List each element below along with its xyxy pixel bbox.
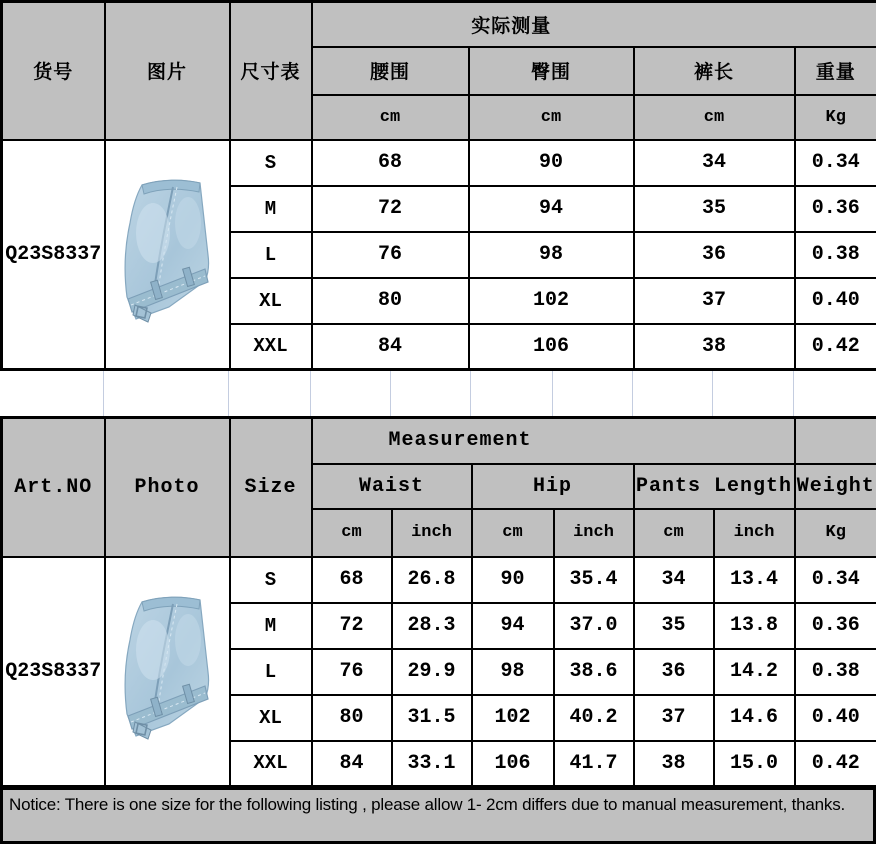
pants-inch-unit-cell: inch [714,509,795,557]
waist-cm-cell: 84 [312,741,392,787]
pants-inch-cell: 13.8 [714,603,795,649]
waist-inch-cell: 28.3 [392,603,472,649]
hip-value-cell: 102 [469,278,634,324]
hip-inch-cell: 41.7 [554,741,634,787]
weight-value-cell: 0.38 [795,649,876,695]
hip-value-cell: 98 [469,232,634,278]
waist-value-cell: 84 [312,324,469,370]
size-cell: XXL [230,741,312,787]
hip-inch-cell: 38.6 [554,649,634,695]
weight-value-cell: 0.34 [795,557,876,603]
waist-inch-cell: 26.8 [392,557,472,603]
hip-inch-cell: 40.2 [554,695,634,741]
measurement-header: Measurement [312,418,795,464]
size-cell: XL [230,695,312,741]
size-cell: L [230,232,312,278]
size-table-chinese [0,0,876,371]
photo-column-header: 图片 [105,2,230,140]
waist-value-cell: 76 [312,232,469,278]
faint-gridline [228,371,229,416]
hip-inch-unit-cell: inch [554,509,634,557]
waist-cm-cell: 72 [312,603,392,649]
size-table-english [0,416,876,788]
waist-value-cell: 68 [312,140,469,186]
table-row [2,2,876,47]
hip-cm-cell: 90 [472,557,554,603]
pants-value-cell: 37 [634,278,795,324]
pants-cm-cell: 37 [634,695,714,741]
weight-value-cell: 0.40 [795,695,876,741]
art-no-column-header: Art.NO [2,418,105,557]
size-cell: M [230,186,312,232]
denim-skort-image [106,155,229,353]
waist-inch-cell: 31.5 [392,695,472,741]
waist-cm-cell: 80 [312,695,392,741]
pants-cm-cell: 35 [634,603,714,649]
pants-cm-cell: 36 [634,649,714,695]
waist-inch-cell: 33.1 [392,741,472,787]
faint-gridline [793,371,794,416]
weight-value-cell: 0.34 [795,140,876,186]
faint-gridline [103,371,104,416]
photo-column-header: Photo [105,418,230,557]
waist-column-header: Waist [312,464,472,509]
hip-cm-cell: 106 [472,741,554,787]
waist-inch-unit-cell: inch [392,509,472,557]
hip-column-header: Hip [472,464,634,509]
notice-text: Notice: There is one size for the following listing , please allow 1- 2cm differs due to manual measurement, thanks. [9,795,845,814]
hip-cm-unit-cell: cm [472,509,554,557]
pants-unit-cell: cm [634,95,795,140]
hip-value-cell: 106 [469,324,634,370]
hip-value-cell: 94 [469,186,634,232]
weight-unit-cell: Kg [795,509,876,557]
size-cell: S [230,140,312,186]
waist-cm-cell: 76 [312,649,392,695]
actual-measurement-header: 实际测量 [312,2,876,47]
empty-header-cell [795,418,876,464]
hip-column-header: 臀围 [469,47,634,95]
size-chart-column-header: 尺寸表 [230,2,312,140]
product-code-cell: Q23S8337 [2,140,105,370]
faint-gridline [390,371,391,416]
denim-skort-image [106,572,229,770]
weight-unit-cell: Kg [795,95,876,140]
faint-gridline [310,371,311,416]
size-cell: XL [230,278,312,324]
pants-length-column-header: 裤长 [634,47,795,95]
hip-unit-cell: cm [469,95,634,140]
pants-cm-cell: 38 [634,741,714,787]
size-cell: XXL [230,324,312,370]
pants-value-cell: 38 [634,324,795,370]
weight-value-cell: 0.40 [795,278,876,324]
faint-gridline [470,371,471,416]
pants-inch-cell: 14.2 [714,649,795,695]
hip-cm-cell: 98 [472,649,554,695]
table-row [2,418,876,464]
weight-value-cell: 0.36 [795,186,876,232]
size-cell: M [230,603,312,649]
size-column-header: Size [230,418,312,557]
waist-inch-cell: 29.9 [392,649,472,695]
pants-value-cell: 36 [634,232,795,278]
faint-gridline [712,371,713,416]
waist-value-cell: 72 [312,186,469,232]
weight-value-cell: 0.36 [795,603,876,649]
weight-value-cell: 0.42 [795,741,876,787]
table-row-size-s [2,140,876,186]
waist-value-cell: 80 [312,278,469,324]
waist-column-header: 腰围 [312,47,469,95]
faint-gridline [552,371,553,416]
size-cell: S [230,557,312,603]
product-photo-cell [105,140,230,370]
weight-column-header: 重量 [795,47,876,95]
hip-cm-cell: 102 [472,695,554,741]
pants-cm-unit-cell: cm [634,509,714,557]
waist-unit-cell: cm [312,95,469,140]
faint-gridline [632,371,633,416]
pants-cm-cell: 34 [634,557,714,603]
hip-inch-cell: 35.4 [554,557,634,603]
notice-bar [0,788,876,844]
hip-value-cell: 90 [469,140,634,186]
size-cell: L [230,649,312,695]
pants-value-cell: 35 [634,186,795,232]
pants-inch-cell: 14.6 [714,695,795,741]
waist-cm-unit-cell: cm [312,509,392,557]
weight-value-cell: 0.42 [795,324,876,370]
product-code-cell: Q23S8337 [2,557,105,787]
weight-column-header: Weight [795,464,876,509]
weight-value-cell: 0.38 [795,232,876,278]
hip-cm-cell: 94 [472,603,554,649]
waist-cm-cell: 68 [312,557,392,603]
hip-inch-cell: 37.0 [554,603,634,649]
table-row-size-s [2,557,876,603]
product-photo-cell [105,557,230,787]
item-no-column-header: 货号 [2,2,105,140]
pants-length-column-header: Pants Length [634,464,795,509]
pants-inch-cell: 15.0 [714,741,795,787]
pants-inch-cell: 13.4 [714,557,795,603]
pants-value-cell: 34 [634,140,795,186]
spreadsheet-gap-row [0,371,876,416]
